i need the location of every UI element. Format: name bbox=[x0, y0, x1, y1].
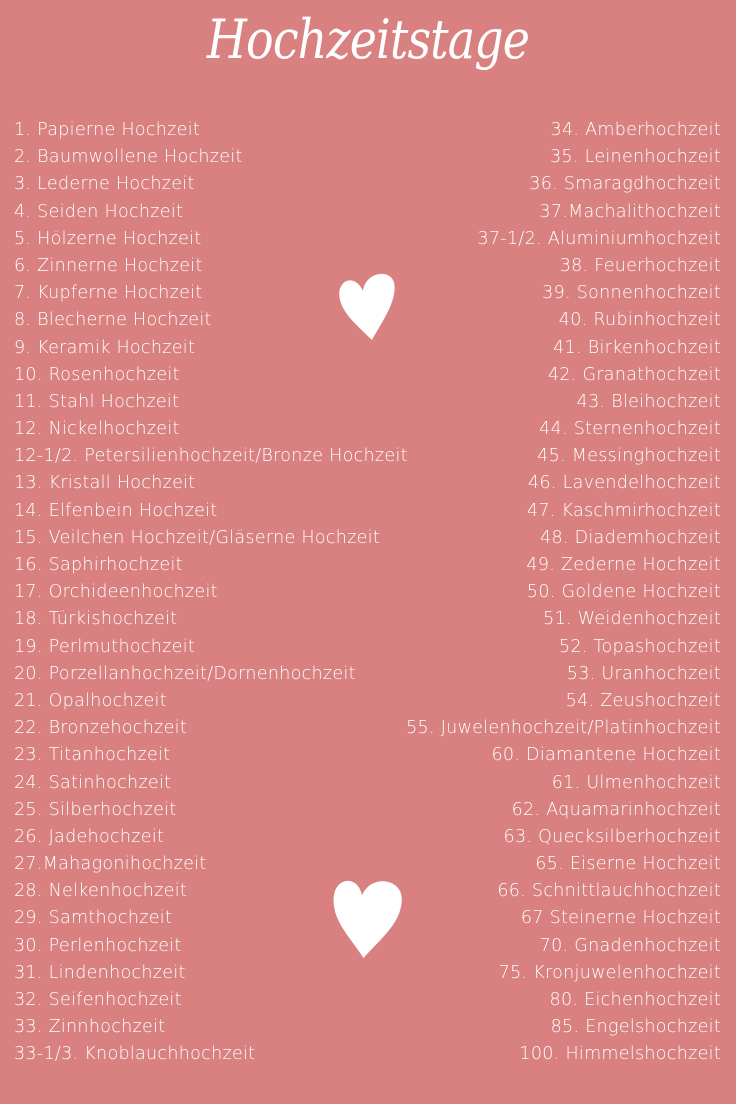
anniversary-item: 42. Granathochzeit bbox=[547, 364, 721, 385]
anniversary-item: 9. Keramik Hochzeit bbox=[14, 337, 196, 358]
anniversary-item: 21. Opalhochzeit bbox=[14, 690, 167, 711]
anniversary-item: 28. Nelkenhochzeit bbox=[14, 881, 188, 902]
anniversary-item: 15. Veilchen Hochzeit/Gläserne Hochzeit bbox=[14, 527, 381, 548]
anniversary-item: 41. Birkenhochzeit bbox=[553, 337, 721, 358]
anniversary-item: 47. Kaschmirhochzeit bbox=[526, 500, 721, 521]
anniversary-item: 22. Bronzehochzeit bbox=[14, 718, 187, 739]
anniversary-item: 2. Baumwollene Hochzeit bbox=[14, 147, 243, 168]
anniversary-item: 10. Rosenhochzeit bbox=[14, 364, 180, 385]
anniversary-item: 11. Stahl Hochzeit bbox=[14, 391, 180, 412]
anniversary-item: 35. Leinenhochzeit bbox=[549, 147, 721, 168]
anniversary-item: 25. Silberhochzeit bbox=[14, 799, 177, 820]
anniversary-item: 30. Perlenhochzeit bbox=[14, 935, 182, 956]
anniversary-item: 8. Blecherne Hochzeit bbox=[14, 310, 212, 331]
anniversary-item: 29. Samthochzeit bbox=[14, 908, 173, 929]
anniversary-item: 43. Bleihochzeit bbox=[576, 391, 721, 412]
anniversary-item: 4. Seiden Hochzeit bbox=[14, 201, 184, 222]
anniversary-item: 13. Kristall Hochzeit bbox=[14, 473, 196, 494]
anniversary-item: 54. Zeushochzeit bbox=[565, 690, 721, 711]
anniversary-item: 16. Saphirhochzeit bbox=[14, 555, 183, 575]
anniversary-item: 61. Ulmenhochzeit bbox=[551, 772, 721, 793]
anniversary-item: 40. Rubinhochzeit bbox=[558, 310, 721, 331]
anniversary-item: 12. Nickelhochzeit bbox=[14, 419, 180, 440]
anniversary-item: 60. Diamantene Hochzeit bbox=[491, 745, 721, 766]
anniversary-item: 7. Kupferne Hochzeit bbox=[14, 283, 203, 304]
anniversary-item: 80. Eichenhochzeit bbox=[549, 990, 721, 1010]
anniversary-item: 45. Messinghochzeit bbox=[537, 446, 721, 467]
anniversary-item: 18. Türkishochzeit bbox=[14, 609, 178, 630]
anniversary-item: 70. Gnadenhochzeit bbox=[539, 935, 721, 956]
heart-icon bbox=[328, 870, 404, 960]
anniversary-item: 6. Zinnerne Hochzeit bbox=[14, 255, 203, 276]
anniversary-item: 34. Amberhochzeit bbox=[550, 120, 721, 140]
anniversary-item: 53. Uranhochzeit bbox=[566, 663, 721, 684]
anniversary-item: 39. Sonnenhochzeit bbox=[542, 283, 721, 304]
anniversary-item: 27.Mahagonihochzeit bbox=[14, 854, 207, 875]
anniversary-item: 19. Perlmuthochzeit bbox=[14, 636, 196, 657]
anniversary-item: 31. Lindenhochzeit bbox=[14, 962, 186, 983]
anniversary-item: 1. Papierne Hochzeit bbox=[14, 120, 201, 140]
anniversary-item: 5. Hölzerne Hochzeit bbox=[14, 228, 202, 249]
anniversary-item: 62. Aquamarinhochzeit bbox=[511, 799, 721, 820]
anniversary-item: 23. Titanhochzeit bbox=[14, 745, 171, 766]
anniversary-item: 32. Seifenhochzeit bbox=[14, 990, 182, 1010]
anniversary-item: 49. Zederne Hochzeit bbox=[526, 555, 721, 575]
anniversary-item: 38. Feuerhochzeit bbox=[559, 255, 721, 276]
anniversary-item: 17. Orchideenhochzeit bbox=[14, 582, 218, 603]
anniversary-item: 51. Weidenhochzeit bbox=[543, 609, 721, 630]
anniversary-item: 100. Himmelshochzeit bbox=[519, 1044, 721, 1065]
page-title: Hochzeitstage bbox=[206, 8, 530, 71]
anniversary-item: 24. Satinhochzeit bbox=[14, 772, 172, 793]
anniversary-item: 65. Eiserne Hochzeit bbox=[535, 854, 721, 875]
anniversary-item: 12-1/2. Petersilienhochzeit/Bronze Hochzeit bbox=[14, 446, 408, 467]
anniversary-item: 46. Lavendelhochzeit bbox=[527, 473, 721, 494]
anniversary-item: 63. Quecksilberhochzeit bbox=[503, 826, 721, 847]
anniversary-item: 26. Jadehochzeit bbox=[14, 826, 165, 847]
anniversary-item: 33. Zinnhochzeit bbox=[14, 1017, 166, 1038]
anniversary-item: 33-1/3. Knoblauchhochzeit bbox=[14, 1044, 256, 1065]
anniversary-item: 14. Elfenbein Hochzeit bbox=[14, 500, 218, 521]
anniversary-item: 55. Juwelenhochzeit/Platinhochzeit bbox=[406, 718, 721, 739]
anniversary-item: 52. Topashochzeit bbox=[558, 636, 721, 657]
anniversary-item: 20. Porzellanhochzeit/Dornenhochzeit bbox=[14, 663, 356, 684]
anniversary-item: 48. Diademhochzeit bbox=[540, 527, 721, 548]
anniversary-item: 50. Goldene Hochzeit bbox=[526, 582, 721, 603]
heart-icon bbox=[337, 268, 401, 342]
anniversary-item: 3. Lederne Hochzeit bbox=[14, 174, 195, 195]
anniversary-item: 66. Schnittlauchhochzeit bbox=[497, 881, 721, 902]
anniversary-item: 85. Engelshochzeit bbox=[550, 1017, 721, 1038]
right-anniversary-list bbox=[406, 117, 721, 1069]
anniversary-item: 67 Steinerne Hochzeit bbox=[520, 908, 721, 929]
anniversary-item: 37-1/2. Aluminiumhochzeit bbox=[477, 228, 721, 249]
anniversary-item: 44. Sternenhochzeit bbox=[539, 419, 721, 440]
anniversary-item: 37.Machalithochzeit bbox=[539, 201, 721, 222]
anniversary-item: 36. Smaragdhochzeit bbox=[529, 174, 721, 195]
anniversary-item: 75. Kronjuwelenhochzeit bbox=[498, 962, 721, 983]
